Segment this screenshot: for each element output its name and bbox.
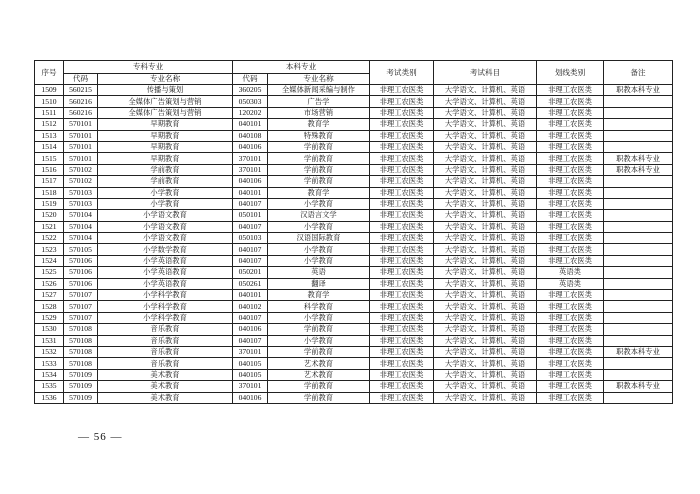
cell-bk-code: 040106 [233, 176, 268, 187]
cell-remark [604, 267, 673, 278]
cell-zk-code: 570102 [64, 164, 98, 175]
table-row [35, 392, 673, 403]
cell-exam-type: 非理工农医类 [370, 187, 434, 198]
cell-exam-subjects: 大学语文、计算机、英语 [434, 210, 537, 221]
cell-remark [604, 290, 673, 301]
cell-zk-code: 570103 [64, 187, 98, 198]
cell-line-type: 非理工农医类 [537, 85, 604, 96]
cell-zk-name: 学前教育 [98, 164, 233, 175]
cell-seq: 1519 [35, 198, 64, 209]
cell-remark [604, 187, 673, 198]
cell-zk-code: 570106 [64, 255, 98, 266]
cell-zk-name: 小学科学教育 [98, 301, 233, 312]
cell-zk-name: 早期教育 [98, 153, 233, 164]
cell-zk-code: 560216 [64, 96, 98, 107]
cell-zk-code: 570104 [64, 233, 98, 244]
cell-zk-code: 570104 [64, 210, 98, 221]
cell-zk-name: 小学教育 [98, 198, 233, 209]
cell-line-type: 非理工农医类 [537, 255, 604, 266]
cell-bk-code: 370101 [233, 153, 268, 164]
cell-line-type: 非理工农医类 [537, 96, 604, 107]
cell-zk-code: 560216 [64, 107, 98, 118]
cell-bk-name: 小学教育 [268, 335, 370, 346]
table-row [35, 164, 673, 175]
table-row [35, 141, 673, 152]
cell-bk-code: 040101 [233, 119, 268, 130]
cell-seq: 1529 [35, 312, 64, 323]
cell-bk-code: 040106 [233, 141, 268, 152]
cell-exam-subjects: 大学语文、计算机、英语 [434, 176, 537, 187]
cell-line-type: 非理工农医类 [537, 392, 604, 403]
cell-bk-code: 040102 [233, 301, 268, 312]
cell-zk-code: 570108 [64, 358, 98, 369]
table-row [35, 369, 673, 380]
cell-zk-code: 570107 [64, 290, 98, 301]
cell-zk-name: 小学科学教育 [98, 312, 233, 323]
cell-bk-code: 040108 [233, 130, 268, 141]
table-row [35, 119, 673, 130]
cell-zk-code: 570108 [64, 346, 98, 357]
cell-remark [604, 369, 673, 380]
cell-exam-subjects: 大学语文、计算机、英语 [434, 119, 537, 130]
cell-zk-name: 早期教育 [98, 130, 233, 141]
cell-zk-code: 570101 [64, 119, 98, 130]
cell-bk-name: 市场营销 [268, 107, 370, 118]
cell-line-type: 非理工农医类 [537, 187, 604, 198]
cell-remark [604, 221, 673, 232]
cell-line-type: 非理工农医类 [537, 130, 604, 141]
cell-exam-subjects: 大学语文、计算机、英语 [434, 392, 537, 403]
cell-zk-code: 570105 [64, 244, 98, 255]
table-row [35, 312, 673, 323]
cell-zk-name: 音乐教育 [98, 324, 233, 335]
cell-zk-code: 570106 [64, 278, 98, 289]
cell-line-type: 非理工农医类 [537, 312, 604, 323]
cell-zk-name: 学前教育 [98, 176, 233, 187]
table-row [35, 278, 673, 289]
cell-exam-type: 非理工农医类 [370, 176, 434, 187]
cell-seq: 1535 [35, 381, 64, 392]
cell-zk-name: 音乐教育 [98, 358, 233, 369]
cell-bk-code: 040107 [233, 198, 268, 209]
cell-zk-name: 全媒体广告策划与营销 [98, 107, 233, 118]
cell-zk-name: 小学语文教育 [98, 221, 233, 232]
cell-zk-name: 音乐教育 [98, 346, 233, 357]
cell-zk-name: 小学语文教育 [98, 210, 233, 221]
cell-zk-name: 全媒体广告策划与营销 [98, 96, 233, 107]
cell-seq: 1515 [35, 153, 64, 164]
cell-exam-subjects: 大学语文、计算机、英语 [434, 164, 537, 175]
cell-seq: 1516 [35, 164, 64, 175]
table-row [35, 130, 673, 141]
cell-exam-type: 非理工农医类 [370, 392, 434, 403]
cell-exam-type: 非理工农医类 [370, 267, 434, 278]
cell-seq: 1528 [35, 301, 64, 312]
table-row [35, 335, 673, 346]
cell-exam-type: 非理工农医类 [370, 358, 434, 369]
cell-exam-type: 非理工农医类 [370, 221, 434, 232]
cell-exam-subjects: 大学语文、计算机、英语 [434, 153, 537, 164]
cell-bk-name: 学前教育 [268, 176, 370, 187]
cell-zk-name: 早期教育 [98, 119, 233, 130]
cell-exam-type: 非理工农医类 [370, 381, 434, 392]
cell-seq: 1523 [35, 244, 64, 255]
table-row [35, 96, 673, 107]
cell-exam-type: 非理工农医类 [370, 244, 434, 255]
cell-bk-code: 050103 [233, 233, 268, 244]
cell-seq: 1514 [35, 141, 64, 152]
cell-bk-code: 040105 [233, 358, 268, 369]
cell-bk-code: 040107 [233, 312, 268, 323]
cell-line-type: 非理工农医类 [537, 119, 604, 130]
cell-exam-subjects: 大学语文、计算机、英语 [434, 85, 537, 96]
cell-exam-subjects: 大学语文、计算机、英语 [434, 290, 537, 301]
table-row [35, 107, 673, 118]
cell-bk-name: 翻译 [268, 278, 370, 289]
cell-seq: 1531 [35, 335, 64, 346]
cell-remark [604, 107, 673, 118]
cell-exam-type: 非理工农医类 [370, 210, 434, 221]
cell-bk-name: 教育学 [268, 119, 370, 130]
cell-exam-type: 非理工农医类 [370, 85, 434, 96]
cell-zk-name: 小学教育 [98, 187, 233, 198]
cell-bk-code: 050101 [233, 210, 268, 221]
cell-bk-code: 040107 [233, 255, 268, 266]
cell-remark [604, 141, 673, 152]
cell-line-type: 非理工农医类 [537, 176, 604, 187]
cell-zk-name: 美术教育 [98, 392, 233, 403]
cell-bk-name: 科学教育 [268, 301, 370, 312]
cell-bk-name: 小学教育 [268, 221, 370, 232]
cell-line-type: 非理工农医类 [537, 324, 604, 335]
cell-bk-name: 广告学 [268, 96, 370, 107]
cell-exam-type: 非理工农医类 [370, 153, 434, 164]
table-row [35, 176, 673, 187]
table-row [35, 187, 673, 198]
cell-exam-subjects: 大学语文、计算机、英语 [434, 267, 537, 278]
cell-exam-type: 非理工农医类 [370, 198, 434, 209]
cell-line-type: 非理工农医类 [537, 381, 604, 392]
cell-remark [604, 198, 673, 209]
table-row [35, 233, 673, 244]
cell-exam-subjects: 大学语文、计算机、英语 [434, 107, 537, 118]
header-exam-subjects: 考试科目 [434, 61, 537, 85]
cell-zk-code: 570104 [64, 221, 98, 232]
cell-exam-type: 非理工农医类 [370, 130, 434, 141]
cell-bk-name: 艺术教育 [268, 369, 370, 380]
cell-remark [604, 335, 673, 346]
cell-remark: 职教本科专业 [604, 153, 673, 164]
cell-line-type: 非理工农医类 [537, 141, 604, 152]
cell-bk-name: 教育学 [268, 187, 370, 198]
cell-zk-name: 小学英语教育 [98, 278, 233, 289]
cell-bk-name: 学前教育 [268, 392, 370, 403]
cell-bk-name: 学前教育 [268, 381, 370, 392]
cell-line-type: 非理工农医类 [537, 244, 604, 255]
cell-remark [604, 176, 673, 187]
cell-bk-code: 040105 [233, 369, 268, 380]
cell-zk-code: 570109 [64, 381, 98, 392]
cell-bk-name: 小学教育 [268, 255, 370, 266]
cell-exam-subjects: 大学语文、计算机、英语 [434, 335, 537, 346]
cell-zk-code: 570108 [64, 324, 98, 335]
cell-zk-name: 小学科学教育 [98, 290, 233, 301]
cell-exam-type: 非理工农医类 [370, 369, 434, 380]
cell-exam-subjects: 大学语文、计算机、英语 [434, 130, 537, 141]
cell-bk-code: 050261 [233, 278, 268, 289]
cell-line-type: 非理工农医类 [537, 346, 604, 357]
cell-bk-code: 050303 [233, 96, 268, 107]
cell-bk-code: 040101 [233, 187, 268, 198]
cell-seq: 1513 [35, 130, 64, 141]
table-row [35, 198, 673, 209]
cell-seq: 1511 [35, 107, 64, 118]
cell-exam-type: 非理工农医类 [370, 324, 434, 335]
cell-bk-code: 040106 [233, 392, 268, 403]
cell-zk-name: 早期教育 [98, 141, 233, 152]
cell-seq: 1527 [35, 290, 64, 301]
cell-bk-name: 汉语国际教育 [268, 233, 370, 244]
cell-bk-code: 050201 [233, 267, 268, 278]
cell-line-type: 非理工农医类 [537, 210, 604, 221]
cell-exam-subjects: 大学语文、计算机、英语 [434, 278, 537, 289]
cell-exam-type: 非理工农医类 [370, 119, 434, 130]
cell-zk-code: 570106 [64, 267, 98, 278]
cell-line-type: 非理工农医类 [537, 233, 604, 244]
header-zk-code: 代码 [64, 74, 98, 85]
table-row [35, 346, 673, 357]
cell-zk-name: 美术教育 [98, 381, 233, 392]
cell-zk-code: 570107 [64, 301, 98, 312]
cell-line-type: 非理工农医类 [537, 221, 604, 232]
cell-exam-type: 非理工农医类 [370, 141, 434, 152]
cell-seq: 1526 [35, 278, 64, 289]
cell-remark [604, 392, 673, 403]
cell-zk-code: 570101 [64, 141, 98, 152]
cell-remark [604, 312, 673, 323]
header-line-type: 划线类别 [537, 61, 604, 85]
cell-zk-code: 570103 [64, 198, 98, 209]
cell-zk-name: 音乐教育 [98, 335, 233, 346]
cell-seq: 1525 [35, 267, 64, 278]
cell-seq: 1524 [35, 255, 64, 266]
cell-bk-name: 小学教育 [268, 198, 370, 209]
cell-seq: 1533 [35, 358, 64, 369]
cell-bk-name: 全媒体新闻采编与制作 [268, 85, 370, 96]
cell-zk-name: 传播与策划 [98, 85, 233, 96]
cell-bk-code: 370101 [233, 346, 268, 357]
cell-remark [604, 244, 673, 255]
cell-seq: 1520 [35, 210, 64, 221]
cell-exam-subjects: 大学语文、计算机、英语 [434, 301, 537, 312]
cell-zk-code: 570101 [64, 130, 98, 141]
cell-line-type: 英语类 [537, 278, 604, 289]
cell-line-type: 非理工农医类 [537, 358, 604, 369]
cell-zk-name: 小学英语教育 [98, 255, 233, 266]
cell-exam-subjects: 大学语文、计算机、英语 [434, 233, 537, 244]
cell-bk-name: 学前教育 [268, 324, 370, 335]
cell-zk-name: 小学语文教育 [98, 233, 233, 244]
cell-zk-code: 570107 [64, 312, 98, 323]
header-remark: 备注 [604, 61, 673, 85]
cell-exam-type: 非理工农医类 [370, 107, 434, 118]
cell-line-type: 非理工农医类 [537, 301, 604, 312]
cell-remark [604, 255, 673, 266]
cell-exam-type: 非理工农医类 [370, 301, 434, 312]
cell-exam-type: 非理工农医类 [370, 255, 434, 266]
cell-remark [604, 119, 673, 130]
cell-exam-subjects: 大学语文、计算机、英语 [434, 198, 537, 209]
cell-seq: 1536 [35, 392, 64, 403]
cell-exam-subjects: 大学语文、计算机、英语 [434, 96, 537, 107]
table-row [35, 267, 673, 278]
cell-line-type: 非理工农医类 [537, 198, 604, 209]
cell-exam-type: 非理工农医类 [370, 164, 434, 175]
header-bk-group: 本科专业 [233, 61, 370, 74]
cell-line-type: 英语类 [537, 267, 604, 278]
page-number: — 56 — [78, 431, 123, 443]
table-row [35, 255, 673, 266]
cell-remark [604, 301, 673, 312]
cell-seq: 1522 [35, 233, 64, 244]
table-row [35, 153, 673, 164]
table-body [35, 85, 673, 404]
cell-exam-subjects: 大学语文、计算机、英语 [434, 141, 537, 152]
cell-seq: 1512 [35, 119, 64, 130]
header-zk-name: 专业名称 [98, 74, 233, 85]
cell-bk-name: 英语 [268, 267, 370, 278]
cell-remark [604, 324, 673, 335]
cell-exam-subjects: 大学语文、计算机、英语 [434, 255, 537, 266]
major-mapping-table [34, 60, 673, 404]
header-exam-type: 考试类别 [370, 61, 434, 85]
cell-bk-code: 040107 [233, 335, 268, 346]
cell-remark [604, 278, 673, 289]
cell-zk-code: 570102 [64, 176, 98, 187]
cell-bk-code: 370101 [233, 381, 268, 392]
cell-seq: 1532 [35, 346, 64, 357]
cell-bk-code: 040107 [233, 244, 268, 255]
cell-remark [604, 358, 673, 369]
table-row [35, 381, 673, 392]
table-row [35, 290, 673, 301]
cell-bk-name: 汉语言文学 [268, 210, 370, 221]
cell-seq: 1518 [35, 187, 64, 198]
table-header [35, 61, 673, 85]
cell-line-type: 非理工农医类 [537, 164, 604, 175]
cell-remark: 职教本科专业 [604, 164, 673, 175]
cell-exam-type: 非理工农医类 [370, 96, 434, 107]
cell-exam-subjects: 大学语文、计算机、英语 [434, 381, 537, 392]
cell-line-type: 非理工农医类 [537, 290, 604, 301]
cell-bk-name: 小学教育 [268, 312, 370, 323]
cell-bk-code: 120202 [233, 107, 268, 118]
cell-bk-name: 小学教育 [268, 244, 370, 255]
cell-bk-code: 040107 [233, 221, 268, 232]
cell-bk-code: 370101 [233, 164, 268, 175]
cell-exam-subjects: 大学语文、计算机、英语 [434, 346, 537, 357]
cell-line-type: 非理工农医类 [537, 335, 604, 346]
cell-line-type: 非理工农医类 [537, 107, 604, 118]
cell-seq: 1509 [35, 85, 64, 96]
cell-seq: 1521 [35, 221, 64, 232]
cell-zk-code: 570109 [64, 369, 98, 380]
cell-exam-subjects: 大学语文、计算机、英语 [434, 369, 537, 380]
cell-bk-code: 040101 [233, 290, 268, 301]
cell-exam-type: 非理工农医类 [370, 335, 434, 346]
cell-exam-subjects: 大学语文、计算机、英语 [434, 312, 537, 323]
cell-exam-subjects: 大学语文、计算机、英语 [434, 358, 537, 369]
cell-exam-type: 非理工农医类 [370, 346, 434, 357]
header-bk-name: 专业名称 [268, 74, 370, 85]
cell-zk-name: 小学数学教育 [98, 244, 233, 255]
cell-line-type: 非理工农医类 [537, 369, 604, 380]
table-row [35, 324, 673, 335]
cell-remark [604, 210, 673, 221]
cell-seq: 1534 [35, 369, 64, 380]
cell-bk-code: 040106 [233, 324, 268, 335]
cell-exam-type: 非理工农医类 [370, 312, 434, 323]
header-bk-code: 代码 [233, 74, 268, 85]
cell-remark [604, 96, 673, 107]
cell-zk-name: 美术教育 [98, 369, 233, 380]
cell-bk-name: 教育学 [268, 290, 370, 301]
header-zk-group: 专科专业 [64, 61, 233, 74]
table-row [35, 221, 673, 232]
cell-remark: 职教本科专业 [604, 346, 673, 357]
cell-remark [604, 130, 673, 141]
cell-bk-name: 艺术教育 [268, 358, 370, 369]
cell-bk-name: 学前教育 [268, 141, 370, 152]
cell-bk-name: 学前教育 [268, 346, 370, 357]
cell-zk-code: 560215 [64, 85, 98, 96]
cell-bk-code: 360205 [233, 85, 268, 96]
cell-bk-name: 学前教育 [268, 153, 370, 164]
cell-exam-type: 非理工农医类 [370, 233, 434, 244]
cell-bk-name: 特殊教育 [268, 130, 370, 141]
table-row [35, 85, 673, 96]
cell-exam-subjects: 大学语文、计算机、英语 [434, 244, 537, 255]
cell-remark [604, 233, 673, 244]
document-page [34, 60, 673, 404]
table-row [35, 244, 673, 255]
cell-seq: 1510 [35, 96, 64, 107]
cell-exam-type: 非理工农医类 [370, 278, 434, 289]
cell-seq: 1517 [35, 176, 64, 187]
cell-bk-name: 学前教育 [268, 164, 370, 175]
table-row [35, 301, 673, 312]
header-seq: 序号 [35, 61, 64, 85]
cell-zk-code: 570109 [64, 392, 98, 403]
cell-exam-subjects: 大学语文、计算机、英语 [434, 187, 537, 198]
cell-seq: 1530 [35, 324, 64, 335]
cell-zk-code: 570108 [64, 335, 98, 346]
cell-exam-subjects: 大学语文、计算机、英语 [434, 324, 537, 335]
cell-remark: 职教本科专业 [604, 85, 673, 96]
cell-line-type: 非理工农医类 [537, 153, 604, 164]
cell-zk-name: 小学英语教育 [98, 267, 233, 278]
cell-zk-code: 570101 [64, 153, 98, 164]
cell-exam-type: 非理工农医类 [370, 290, 434, 301]
table-row [35, 358, 673, 369]
cell-exam-subjects: 大学语文、计算机、英语 [434, 221, 537, 232]
table-row [35, 210, 673, 221]
cell-remark: 职教本科专业 [604, 381, 673, 392]
